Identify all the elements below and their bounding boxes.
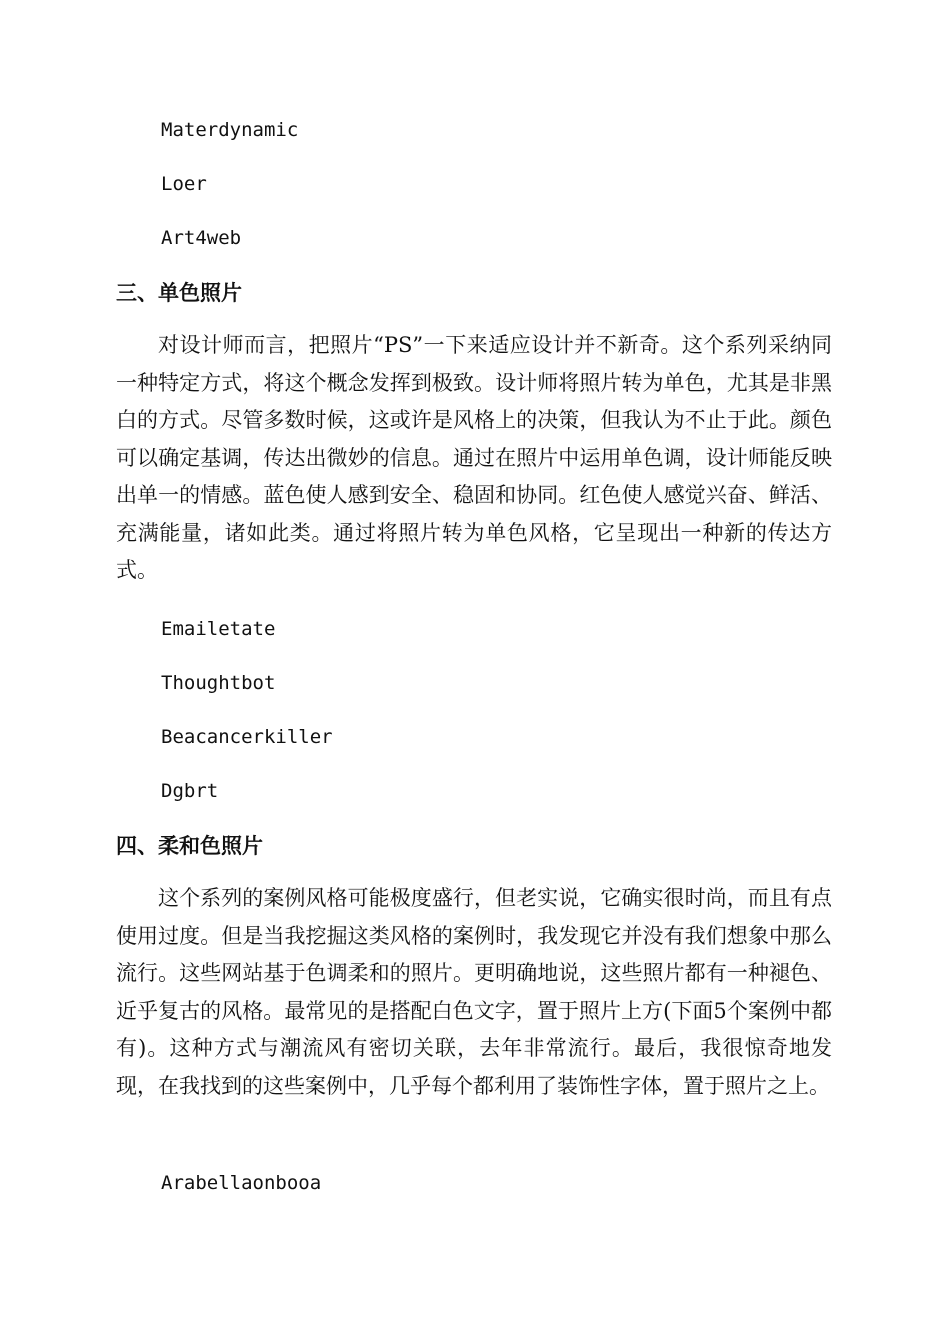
site-name-item: Art4web	[161, 227, 242, 249]
site-name-item: Dgbrt	[161, 780, 219, 802]
site-name-item: Thoughtbot	[161, 672, 276, 694]
section-heading: 四、柔和色照片	[116, 834, 263, 858]
site-name-item: Emailetate	[161, 618, 276, 640]
site-name-item: Arabellaonbooa	[161, 1172, 322, 1194]
section-paragraph: 对设计师而言，把照片“PS”一下来适应设计并不新奇。这个系列采纳同一种特定方式，将这个概念发挥到极致。设计师将照片转为单色，尤其是非黑白的方式。尽管多数时候，这或许是风格上的决策，但我认为不止于此。颜色可以确定基调，传达出微妙的信息。通过在照片中运用单色调，设计师能反映出单一的情感。蓝色使人感到安全、稳固和协同。红色使人感觉兴奋、鲜活、充满能量，诸如此类。通过将照片转为单色风格，它呈现出一种新的传达方式。	[116, 333, 832, 582]
section-paragraph: 这个系列的案例风格可能极度盛行，但老实说，它确实很时尚，而且有点使用过度。但是当我挖掘这类风格的案例时，我发现它并没有我们想象中那么流行。这些网站基于色调柔和的照片。更明确地说，这些照片都有一种褪色、近乎复古的风格。最常见的是搭配白色文字，置于照片上方(下面5个案例中都有)。这种方式与潮流风有密切关联，去年非常流行。最后，我很惊奇地发现，在我找到的这些案例中，几乎每个都利用了装饰性字体，置于照片之上。	[116, 886, 832, 1098]
site-name-item: Beacancerkiller	[161, 726, 333, 748]
site-name-item: Materdynamic	[161, 119, 299, 141]
section-heading: 三、单色照片	[116, 281, 242, 305]
site-name-item: Loer	[161, 173, 207, 195]
